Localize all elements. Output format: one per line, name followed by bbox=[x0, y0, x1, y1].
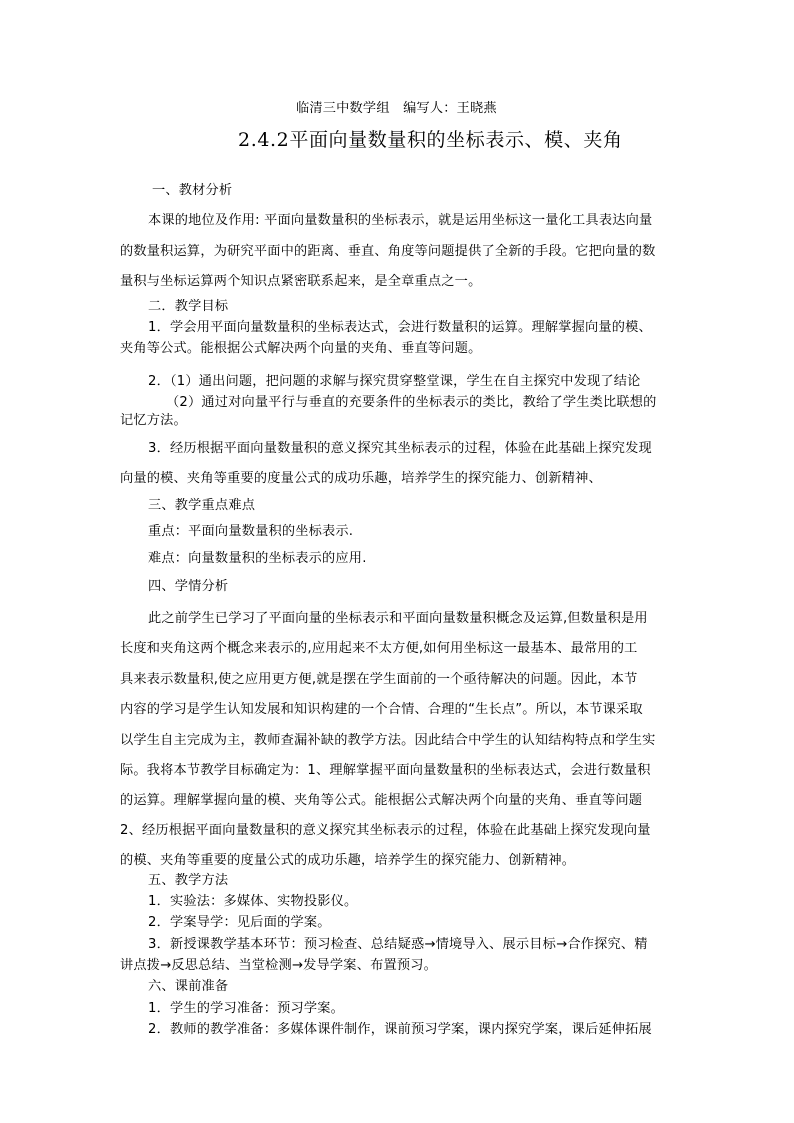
byline: 临清三中数学组 编写人：王晓燕 bbox=[296, 101, 497, 116]
section-heading-1: 一、教材分析 bbox=[152, 183, 233, 198]
paragraph-line: 本课的地位及作用: 平面向量数量积的坐标表示，就是运用坐标这一量化工具表达向量 bbox=[148, 213, 653, 228]
section-heading-6: 六、课前准备 bbox=[148, 979, 229, 994]
section-heading-2: 二．教学目标 bbox=[148, 299, 229, 314]
paragraph-line: 内容的学习是学生认知发展和知识构建的一个合情、合理的“生长点”。所以，本节课采取 bbox=[120, 702, 643, 717]
paragraph-line: 际。我将本节教学目标确定为：1、理解掌握平面向量数量积的坐标表达式，会进行数量积 bbox=[120, 763, 651, 778]
paragraph-line: 量积与坐标运算两个知识点紧密联系起来，是全章重点之一。 bbox=[120, 274, 482, 289]
paragraph-line: 1．学会用平面向量数量积的坐标表达式，会进行数量积的运算。理解掌握向量的模、 bbox=[148, 320, 652, 335]
paragraph-line: 的运算。理解掌握向量的模、夹角等公式。能根据公式解决两个向量的夹角、垂直等问题 bbox=[120, 793, 643, 808]
paragraph-line: 记忆方法。 bbox=[120, 413, 187, 428]
paragraph-line: 2．学案导学：见后面的学案。 bbox=[148, 915, 331, 930]
paragraph-line: 夹角等公式。能根据公式解决两个向量的夹角、垂直等问题。 bbox=[120, 341, 482, 356]
paragraph-line: 2、经历根据平面向量数量积的意义探究其坐标表示的过程，体验在此基础上探究发现向量 bbox=[120, 823, 651, 838]
paragraph-line: 以学生自主完成为主，教师查漏补缺的教学方法。因此结合中学生的认知结构特点和学生实 bbox=[120, 733, 656, 748]
paragraph-line: 此之前学生已学习了平面向量的坐标表示和平面向量数量积概念及运算,但数量积是用 bbox=[148, 611, 648, 626]
paragraph-line: 的模、夹角等重要的度量公式的成功乐趣，培养学生的探究能力、创新精神。 bbox=[120, 853, 576, 868]
paragraph-line: 重点：平面向量数量积的坐标表示. bbox=[148, 524, 354, 539]
paragraph-line: 讲点拨→反思总结、当堂检测→发导学案、布置预习。 bbox=[120, 958, 438, 973]
paragraph-line: 2．（1）通出问题，把问题的求解与探究贯穿整堂课，学生在自主探究中发现了结论 bbox=[148, 374, 641, 389]
paragraph-line: 1．学生的学习准备：预习学案。 bbox=[148, 1001, 345, 1016]
paragraph-line: 3．经历根据平面向量数量积的意义探究其坐标表示的过程，体验在此基础上探究发现 bbox=[148, 441, 652, 456]
paragraph-line: 的数量积运算，为研究平面中的距离、垂直、角度等问题提供了全新的手段。它把向量的数 bbox=[120, 244, 656, 259]
paragraph-line: 1．实验法：多媒体、实物投影仪。 bbox=[148, 894, 358, 909]
section-heading-4: 四、学情分析 bbox=[148, 579, 229, 594]
paragraph-line: 向量的模、夹角等重要的度量公式的成功乐趣，培养学生的探究能力、创新精神、 bbox=[120, 471, 602, 486]
paragraph-line: 长度和夹角这两个概念来表示的,应用起来不太方便,如何用坐标这一最基本、最常用的工 bbox=[120, 641, 638, 656]
section-heading-3: 三、教学重点难点 bbox=[148, 498, 256, 513]
page-title: 2.4.2平面向量数量积的坐标表示、模、夹角 bbox=[238, 129, 623, 151]
paragraph-line: 难点：向量数量积的坐标表示的应用. bbox=[148, 551, 367, 566]
paragraph-line: 2．教师的教学准备：多媒体课件制作，课前预习学案，课内探究学案，课后延伸拓展 bbox=[148, 1022, 652, 1037]
paragraph-line: （2）通过对向量平行与垂直的充要条件的坐标表示的类比，教给了学生类比联想的 bbox=[166, 395, 657, 410]
section-heading-5: 五、教学方法 bbox=[148, 873, 229, 888]
paragraph-line: 具来表示数量积,使之应用更方便,就是摆在学生面前的一个亟待解决的问题。因此，本节 bbox=[120, 672, 638, 687]
paragraph-line: 3．新授课教学基本环节：预习检查、总结疑惑→情境导入、展示目标→合作探究、精 bbox=[148, 937, 648, 952]
